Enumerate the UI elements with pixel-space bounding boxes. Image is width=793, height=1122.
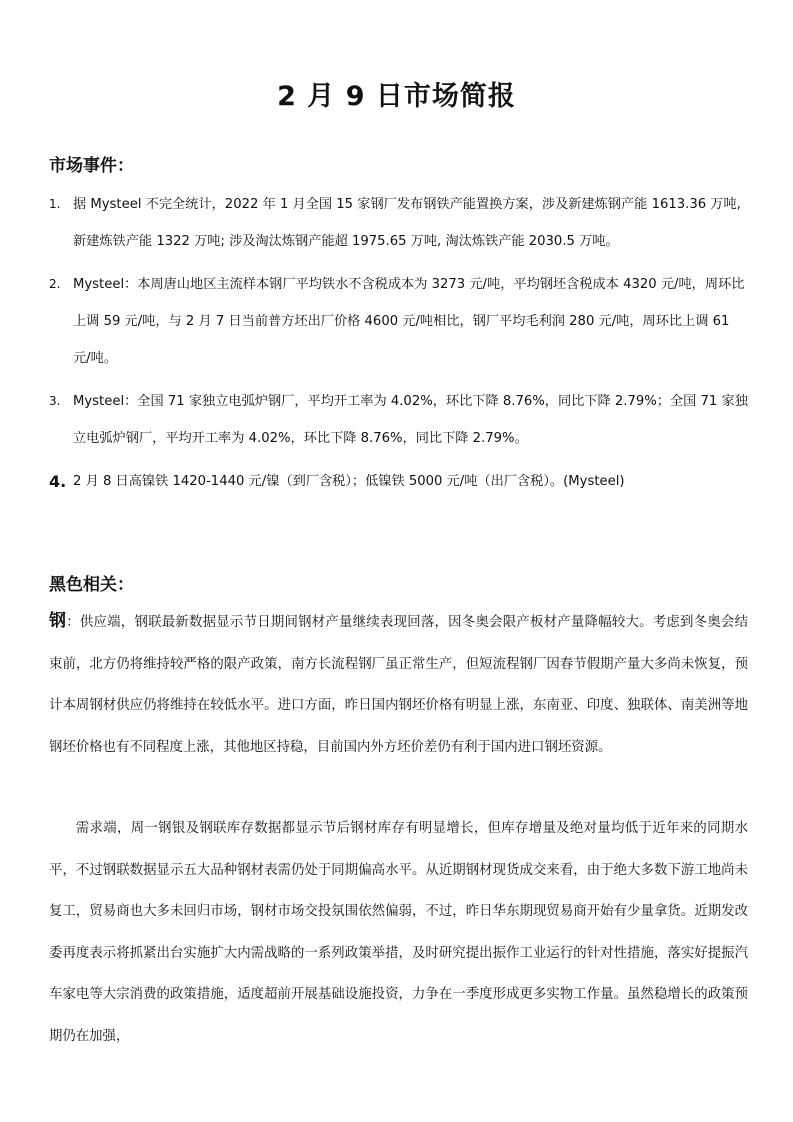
section-heading-black-related: 黑色相关： xyxy=(49,575,134,595)
list-item xyxy=(49,463,749,500)
paragraph-text: ：供应端，钢联最新数据显示节日期间钢材产量继续表现回落，因冬奥会限产板材产量降幅较大。考虑到冬奥会结束前，北方仍将维持较严格的限产政策，南方长流程钢厂虽正常生产，但短流程钢厂因春节假期产量大多尚未恢复，预计本周钢材供应仍将维持在较低水平。进口方面，昨日国内钢坯价格有明显上涨，东南亚、印度、独联体、南美洲等地钢坯价格也有不同程度上涨，其他地区持稳，目前国内外方坯价差仍有利于国内进口钢坯资源。 xyxy=(49,615,748,755)
list-item-text: Mysteel：本周唐山地区主流样本钢厂平均铁水不含税成本为 3273 元/吨，平均钢坯含税成本 4320 元/吨，周环比上调 59 元/吨，与 2 月 7 日当前普方坯出厂价格 4600 元/吨相比，钢厂平均毛利润 280 元/吨，周环比上调 61 元/吨。 xyxy=(73,277,745,366)
list-item xyxy=(49,383,749,457)
list-item-text: Mysteel：全国 71 家独立电弧炉钢厂，平均开工率为 4.02%，环比下降 8.76%，同比下降 2.79%；全国 71 家独立电弧炉钢厂，平均开工率为 4.02%，环比下降 8.76%，同比下降 2.79%。 xyxy=(73,394,748,446)
steel-label: 钢 xyxy=(49,611,67,631)
list-item-number: 1. xyxy=(49,197,61,211)
list-item-text: 2 月 8 日高镍铁 1420-1440 元/镍（到厂含税）；低镍铁 5000 元/吨（出厂含税）。(Mysteel) xyxy=(73,474,625,489)
list-item-text: 据 Mysteel 不完全统计，2022 年 1 月全国 15 家钢厂发布钢铁产能置换方案，涉及新建炼钢产能 1613.36 万吨, 新建炼铁产能 1322 万吨; 涉及淘汰炼钢产能超 1975.65 万吨, 淘汰炼铁产能 2030.5 万吨。 xyxy=(73,197,741,249)
list-item-number: 3. xyxy=(49,394,61,408)
list-item-number: 4. xyxy=(49,472,67,491)
list-item-number: 2. xyxy=(49,277,61,291)
list-item xyxy=(49,266,749,377)
steel-supply-paragraph xyxy=(49,601,748,768)
section-heading-market-events: 市场事件： xyxy=(49,156,134,176)
steel-demand-paragraph: 需求端，周一钢银及钢联库存数据都显示节后钢材库存有明显增长，但库存增量及绝对量均低于近年来的同期水平，不过钢联数据显示五大品种钢材表需仍处于同期偏高水平。从近期钢材现货成交来看，由于绝大多数下游工地尚未复工，贸易商也大多未回归市场，钢材市场交投氛围依然偏弱，不过，昨日华东期现贸易商开始有少量拿货。近期发改委再度表示将抓紧出台实施扩大内需战略的一系列政策举措，及时研究提出振作工业运行的针对性措施，落实好提振汽车家电等大宗消费的政策措施，适度超前开展基础设施投资，力争在一季度形成更多实物工作量。虽然稳增长的政策预期仍在加强， xyxy=(49,821,748,1044)
market-events-list xyxy=(49,186,749,500)
list-item xyxy=(49,186,749,260)
page-title: 2 月 9 日市场简报 xyxy=(277,81,516,112)
